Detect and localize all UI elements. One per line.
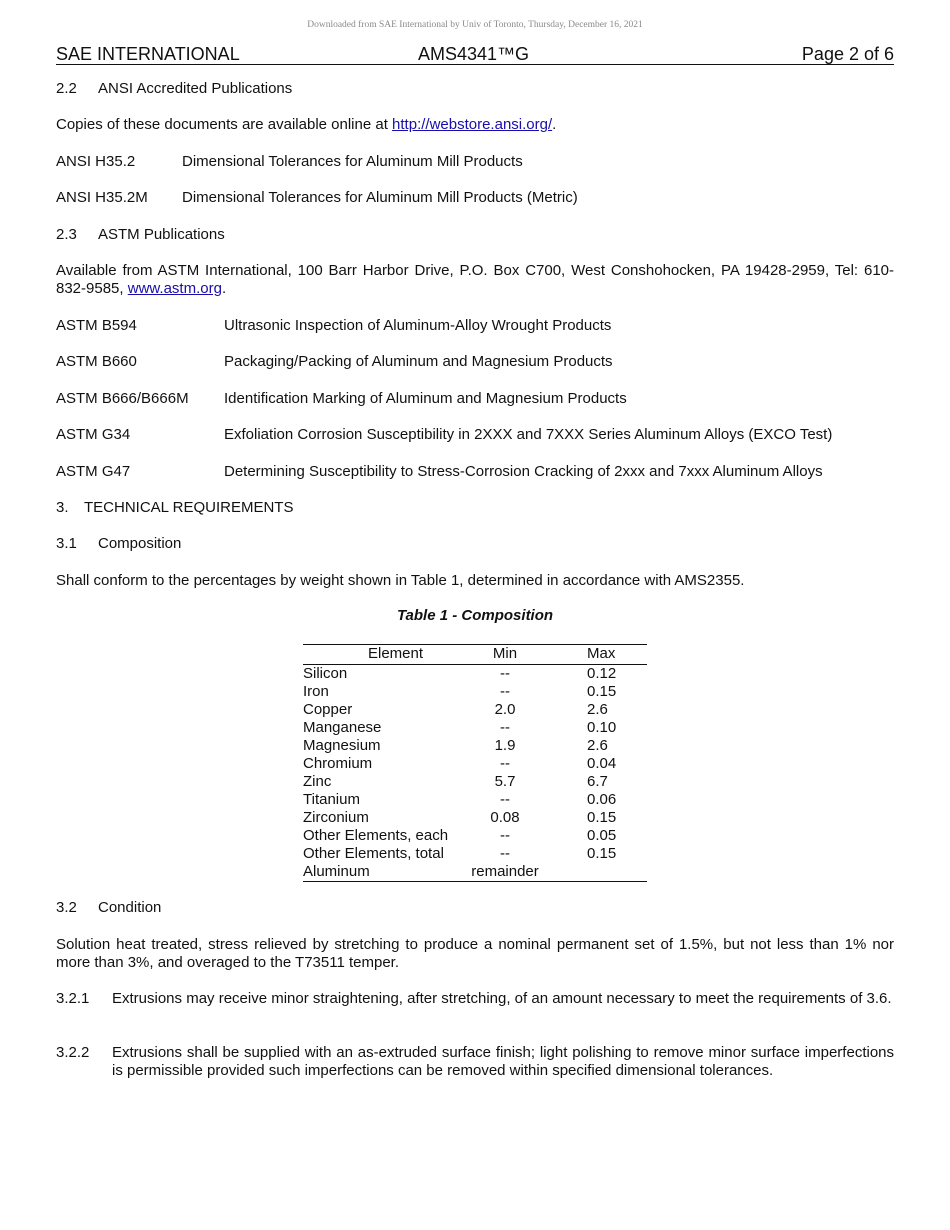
subsection-number: 3.2.2 <box>56 1044 90 1061</box>
cell-min: 0.08 <box>490 809 520 826</box>
reference-code: ASTM B660 <box>56 353 137 370</box>
reference-title: Packaging/Packing of Aluminum and Magnesium Products <box>224 353 613 370</box>
intro-text: Available from ASTM International, 100 Barr Harbor Drive, P.O. Box C700, West Conshohocken, PA 19428-2959, Tel: 610-832-9585, <box>56 262 894 297</box>
header-doc-id: AMS4341™G <box>418 44 530 64</box>
cell-max: 0.15 <box>587 809 617 826</box>
section-number: 3. <box>56 499 69 516</box>
reference-title: Identification Marking of Aluminum and Magnesium Products <box>224 390 627 407</box>
cell-max: 0.12 <box>587 665 617 682</box>
reference-code: ASTM G47 <box>56 463 131 480</box>
reference-code: ANSI H35.2 <box>56 153 136 170</box>
cell-element: Zirconium <box>303 809 369 826</box>
section-number: 2.3 <box>56 226 77 243</box>
reference-code: ASTM B594 <box>56 317 137 334</box>
reference-row <box>56 317 612 335</box>
table-row <box>303 863 647 881</box>
cell-element: Silicon <box>303 665 348 682</box>
reference-code: ANSI H35.2M <box>56 189 148 206</box>
cell-max: 2.6 <box>587 737 608 754</box>
cell-max: 6.7 <box>587 773 608 790</box>
reference-code: ASTM B666/B666M <box>56 390 189 407</box>
subsection-text: Extrusions shall be supplied with an as-extruded surface finish; light polishing to remove minor surface imperfections is permissible provided such imperfections can be removed within specified dimensional tolerances. <box>112 1044 894 1079</box>
reference-code: ASTM G34 <box>56 426 131 443</box>
table-row <box>303 791 647 809</box>
cell-max: 0.05 <box>587 827 617 844</box>
intro-end: . <box>552 116 557 133</box>
subsection-number: 3.2.1 <box>56 990 90 1007</box>
cell-min: 2.0 <box>494 701 516 718</box>
cell-max: 0.06 <box>587 791 617 808</box>
header-page-number: Page 2 of 6 <box>801 44 894 64</box>
cell-element: Magnesium <box>303 737 381 754</box>
cell-min: 5.7 <box>494 773 516 790</box>
section-number: 3.1 <box>56 535 77 552</box>
reference-row <box>56 153 523 171</box>
cell-max: 0.04 <box>587 755 617 772</box>
cell-max: 0.15 <box>587 683 617 700</box>
cell-element: Zinc <box>303 773 332 790</box>
cell-element: Manganese <box>303 719 382 736</box>
subsection-text: Extrusions may receive minor straightening, after stretching, of an amount necessary to meet the requirements of 3.6. <box>112 990 892 1007</box>
table-row <box>303 755 647 773</box>
section-3-1-heading <box>56 535 182 553</box>
table-row <box>303 845 647 863</box>
table-title: Table 1 - Composition <box>396 607 554 624</box>
cell-min: -- <box>500 791 510 808</box>
cell-min: -- <box>500 845 510 862</box>
cell-element: Copper <box>303 701 353 718</box>
section-3-2-heading <box>56 899 162 917</box>
section-number: 3.2 <box>56 899 77 916</box>
reference-row <box>56 353 613 371</box>
section-3-2-text: Solution heat treated, stress relieved by stretching to produce a nominal permanent set of 1.5%, but not less than 1% nor more than 3%, and overaged to the T73511 temper. <box>56 936 894 971</box>
intro-end: . <box>221 280 227 297</box>
cell-min: -- <box>500 827 510 844</box>
table-row <box>303 773 647 791</box>
cell-max: 0.10 <box>587 719 617 736</box>
astm-website-link[interactable]: www.astm.org <box>127 280 222 297</box>
table-header-row <box>303 645 647 665</box>
cell-min: -- <box>500 719 510 736</box>
intro-text: Copies of these documents are available online at <box>56 116 393 133</box>
reference-title: Dimensional Tolerances for Aluminum Mill Products <box>182 153 523 170</box>
section-title: Condition <box>98 899 162 916</box>
section-2-2-heading <box>56 80 293 98</box>
header-org: SAE INTERNATIONAL <box>56 44 240 64</box>
section-3-1-text: Shall conform to the percentages by weight shown in Table 1, determined in accordance with AMS2355. <box>56 572 745 589</box>
table-row <box>303 827 647 845</box>
reference-title: Ultrasonic Inspection of Aluminum-Alloy Wrought Products <box>224 317 612 334</box>
section-3-heading <box>56 499 294 517</box>
download-watermark: Downloaded from SAE International by Univ of Toronto, Thursday, December 16, 2021 <box>307 20 643 30</box>
cell-min: remainder <box>471 863 539 880</box>
reference-row <box>56 426 833 444</box>
cell-element: Iron <box>303 683 329 700</box>
section-title: ASTM Publications <box>98 226 225 243</box>
section-title: TECHNICAL REQUIREMENTS <box>84 499 294 516</box>
ansi-webstore-link[interactable]: http://webstore.ansi.org/ <box>392 116 553 133</box>
section-title: ANSI Accredited Publications <box>98 80 293 97</box>
table-row <box>303 737 647 755</box>
table-row <box>303 809 647 827</box>
cell-element: Aluminum <box>303 863 370 880</box>
section-2-3-heading <box>56 226 225 244</box>
cell-element: Other Elements, total <box>303 845 444 862</box>
section-2-2-intro <box>56 116 556 134</box>
page-header <box>56 44 894 65</box>
section-2-3-intro <box>56 262 894 298</box>
table-row <box>303 665 647 683</box>
reference-row <box>56 463 823 481</box>
column-header-element: Element <box>368 645 424 662</box>
reference-title: Exfoliation Corrosion Susceptibility in 2XXX and 7XXX Series Aluminum Alloys (EXCO Test) <box>224 426 833 443</box>
cell-min: 1.9 <box>494 737 516 754</box>
column-header-max: Max <box>587 645 616 662</box>
reference-row <box>56 189 578 207</box>
composition-table <box>303 644 647 882</box>
cell-element: Titanium <box>303 791 360 808</box>
table-row <box>303 719 647 737</box>
cell-max: 0.15 <box>587 845 617 862</box>
table-row <box>303 701 647 719</box>
section-number: 2.2 <box>56 80 77 97</box>
cell-min: -- <box>500 665 510 682</box>
cell-min: -- <box>500 683 510 700</box>
section-title: Composition <box>98 535 182 552</box>
reference-title: Determining Susceptibility to Stress-Corrosion Cracking of 2xxx and 7xxx Aluminum Alloys <box>224 463 823 480</box>
cell-min: -- <box>500 755 510 772</box>
cell-element: Other Elements, each <box>303 827 449 844</box>
cell-element: Chromium <box>303 755 373 772</box>
cell-max: 2.6 <box>587 701 608 718</box>
reference-title: Dimensional Tolerances for Aluminum Mill Products (Metric) <box>182 189 578 206</box>
table-row <box>303 683 647 701</box>
reference-row <box>56 390 627 408</box>
column-header-min: Min <box>492 645 518 662</box>
